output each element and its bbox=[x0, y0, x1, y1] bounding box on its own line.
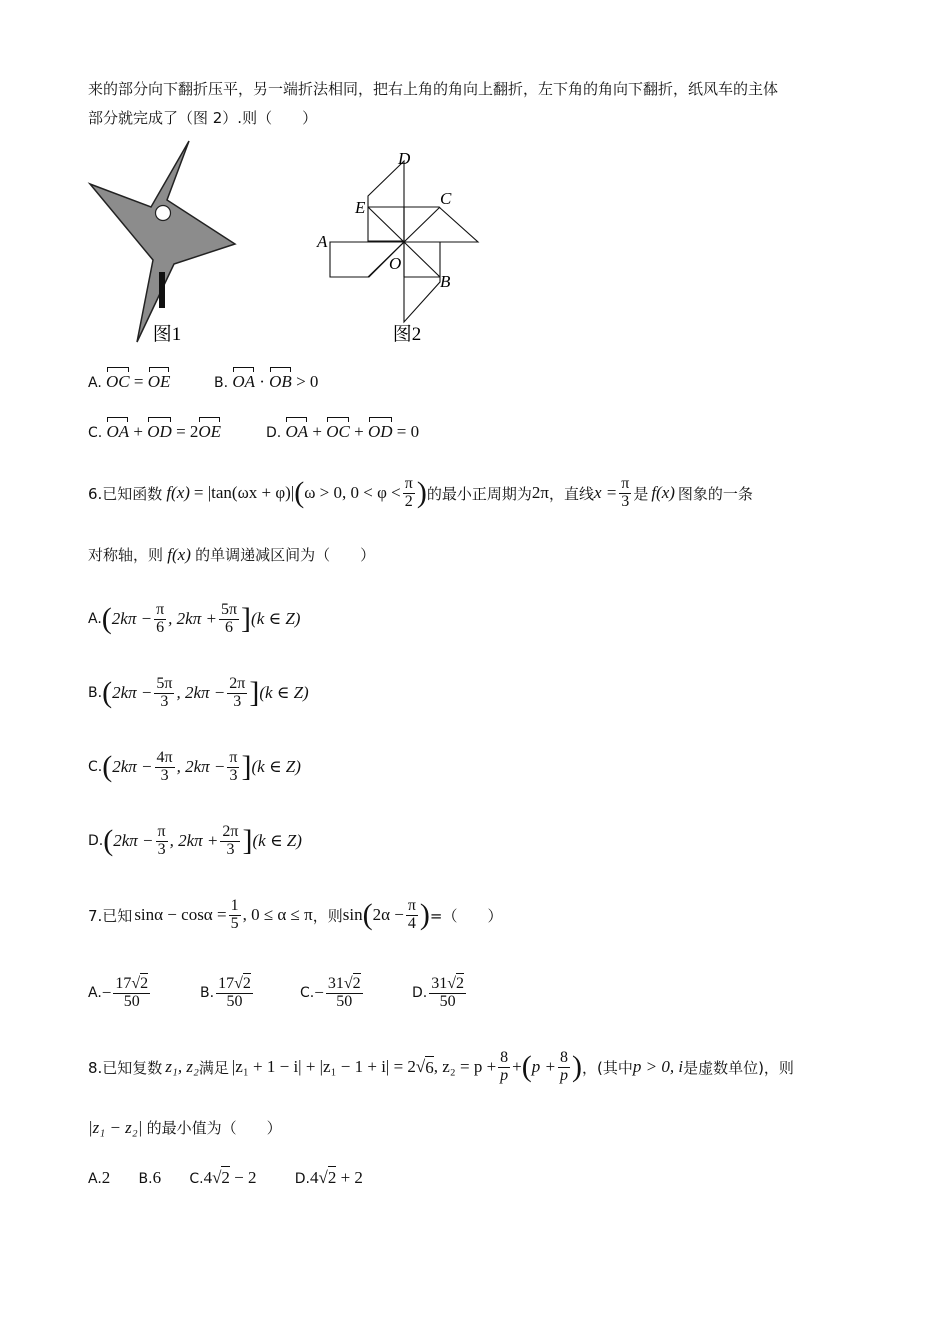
numerator bbox=[113, 976, 150, 994]
sqrt-radicand: 2 bbox=[456, 974, 465, 992]
q6-mid-text: 的最小正周期为 bbox=[426, 484, 532, 503]
denominator: 3 bbox=[160, 692, 169, 710]
coefficient: 31 bbox=[327, 974, 344, 992]
numerator: π bbox=[621, 474, 630, 492]
point-C-label: C bbox=[440, 189, 452, 208]
option-label: B. bbox=[88, 685, 103, 701]
q8-diff-abs: |z₁ − z₂| bbox=[88, 1118, 143, 1137]
option-tail: + 2 bbox=[340, 1168, 363, 1187]
q6-option-b[interactable] bbox=[88, 668, 309, 718]
option-label: D. bbox=[266, 425, 282, 441]
sqrt-radicand: 2 bbox=[352, 974, 361, 992]
fraction bbox=[326, 976, 363, 1011]
interval-mid: , 2kπ + bbox=[168, 609, 217, 628]
option-label: A. bbox=[88, 1171, 102, 1187]
q8-stem-line-2 bbox=[88, 1117, 282, 1138]
q7-then: ，则 bbox=[312, 906, 343, 925]
q6-prefix: 6.已知函数 bbox=[88, 484, 163, 503]
sqrt-radicand: 2 bbox=[221, 1168, 230, 1187]
numerator: 1 bbox=[230, 896, 239, 914]
numerator: π bbox=[156, 600, 165, 618]
point-A-label: A bbox=[317, 232, 328, 251]
paren-open: ( bbox=[102, 676, 113, 709]
option-value: 4 bbox=[310, 1168, 319, 1187]
option-label: B. bbox=[138, 1171, 153, 1187]
numerator: 2π bbox=[222, 822, 239, 840]
sqrt-sign: √ bbox=[234, 974, 243, 992]
q5-option-a[interactable] bbox=[88, 372, 170, 392]
fraction bbox=[227, 750, 239, 785]
interval-mid: , 2kπ − bbox=[176, 757, 226, 776]
operator: + bbox=[312, 422, 322, 441]
q6-x-eq: x = bbox=[593, 483, 618, 502]
q8-option-a[interactable] bbox=[88, 1168, 110, 1187]
sqrt-radicand: 6 bbox=[425, 1058, 434, 1077]
function-def: = |tan(ωx + φ)| bbox=[193, 483, 295, 502]
q8-prefix: 8.已知复数 bbox=[88, 1058, 163, 1077]
numerator bbox=[429, 976, 466, 994]
q7-inner: 2α − bbox=[372, 905, 404, 924]
frac-8-p bbox=[558, 1050, 570, 1085]
bracket-close: ] bbox=[241, 602, 252, 635]
sqrt-sign: √ bbox=[415, 1057, 426, 1076]
frac-pi-3 bbox=[619, 476, 631, 511]
pinwheel-center-hole bbox=[156, 206, 171, 221]
pinwheel-stick bbox=[159, 272, 165, 308]
q6-option-a[interactable] bbox=[88, 594, 300, 644]
q8-option-b[interactable] bbox=[139, 1168, 162, 1187]
option-label: D. bbox=[294, 1171, 310, 1187]
q8-abs-expression: |z₁ + 1 − i| + |z₁ − 1 + i| = 2 bbox=[231, 1057, 416, 1076]
interval-domain: (k ∈ Z) bbox=[251, 757, 301, 776]
denominator: 50 bbox=[439, 992, 456, 1010]
sqrt-radicand: 2 bbox=[140, 974, 149, 992]
option-sign: − bbox=[101, 983, 112, 1002]
function-f: f(x) bbox=[651, 483, 675, 502]
sqrt-radicand: 2 bbox=[327, 1168, 337, 1187]
denominator: p bbox=[500, 1066, 509, 1084]
paren-open: ( bbox=[102, 750, 113, 783]
denominator: 50 bbox=[226, 992, 243, 1010]
frac-8-p bbox=[498, 1050, 510, 1085]
option-label: D. bbox=[412, 985, 428, 1001]
point-B-label: B bbox=[440, 272, 451, 291]
option-label: C. bbox=[88, 425, 103, 441]
figure-1-caption: 图1 bbox=[152, 324, 182, 345]
q7-range: , 0 ≤ α ≤ π bbox=[242, 905, 313, 924]
interval-start: 2kπ − bbox=[112, 757, 153, 776]
vector-od: OD bbox=[147, 422, 172, 441]
option-value: 2 bbox=[101, 1168, 111, 1187]
fraction bbox=[154, 602, 166, 637]
q6-option-d[interactable] bbox=[88, 816, 302, 866]
option-value: 4 bbox=[203, 1168, 213, 1187]
point-O-label: O bbox=[389, 254, 402, 273]
interval-mid: , 2kπ + bbox=[169, 831, 219, 850]
operator: + bbox=[512, 1057, 522, 1076]
numerator: 5π bbox=[220, 600, 238, 618]
operator: > 0 bbox=[296, 372, 319, 391]
numerator: 2π bbox=[229, 674, 246, 692]
bracket-close: ] bbox=[249, 676, 260, 709]
fraction bbox=[156, 824, 168, 859]
q6-stem-line-2 bbox=[88, 544, 375, 565]
denominator: 4 bbox=[407, 914, 416, 932]
numerator: 8 bbox=[560, 1048, 568, 1066]
numerator bbox=[216, 976, 253, 994]
paren-close: ) bbox=[416, 476, 427, 509]
q8-note2: 是虚数单位)，则 bbox=[683, 1058, 794, 1077]
q7-option-a[interactable] bbox=[88, 966, 152, 1020]
operator: + bbox=[133, 422, 143, 441]
interval-domain: (k ∈ Z) bbox=[259, 683, 309, 702]
numerator: π bbox=[229, 748, 238, 766]
paren-open: ( bbox=[294, 476, 305, 509]
q8-vars: z₁, z₂ bbox=[165, 1057, 199, 1076]
q6-is: 是 bbox=[633, 484, 649, 503]
figure-2-caption: 图2 bbox=[392, 324, 422, 345]
paren-open: ( bbox=[362, 898, 373, 931]
paren-close: ) bbox=[572, 1050, 582, 1083]
fraction bbox=[429, 976, 466, 1011]
option-label: C. bbox=[189, 1171, 204, 1187]
q7-option-c[interactable] bbox=[300, 966, 365, 1020]
option-label: C. bbox=[88, 759, 103, 775]
option-label: B. bbox=[200, 985, 215, 1001]
interval-start: 2kπ − bbox=[113, 831, 154, 850]
q6-line2-a: 对称轴，则 bbox=[88, 546, 164, 564]
sqrt-sign: √ bbox=[131, 974, 141, 992]
option-label: A. bbox=[88, 611, 102, 627]
vector-ob: OB bbox=[269, 372, 292, 391]
denominator: 6 bbox=[224, 618, 233, 636]
interval-start: 2kπ − bbox=[112, 683, 153, 702]
option-label: B. bbox=[214, 375, 229, 391]
bracket-close: ] bbox=[241, 750, 252, 783]
denominator: 50 bbox=[123, 992, 140, 1010]
denominator: 3 bbox=[226, 840, 235, 858]
option-label: C. bbox=[300, 985, 315, 1001]
denominator: 3 bbox=[233, 692, 242, 710]
vector-oa: OA bbox=[285, 422, 309, 441]
vector-oc: OC bbox=[106, 372, 130, 391]
q5-option-d[interactable] bbox=[266, 422, 419, 442]
operator: = 2 bbox=[176, 422, 199, 441]
q7-prefix: 7.已知 bbox=[88, 906, 133, 925]
frac-pi-4 bbox=[406, 898, 418, 933]
coefficient: 17 bbox=[115, 974, 132, 992]
bracket-close: ] bbox=[242, 824, 253, 857]
q8-inner: p + bbox=[531, 1057, 556, 1076]
q8-option-d[interactable] bbox=[295, 1168, 363, 1187]
fraction bbox=[154, 676, 174, 711]
denominator: 3 bbox=[621, 492, 630, 510]
interval-mid: , 2kπ − bbox=[176, 683, 226, 702]
frac-pi-2 bbox=[403, 476, 415, 511]
pinwheel-body bbox=[90, 141, 235, 342]
sqrt-sign: √ bbox=[318, 1168, 328, 1187]
vector-od: OD bbox=[367, 422, 393, 441]
q6-suffix: 图象的一条 bbox=[677, 484, 753, 503]
q5-option-c[interactable] bbox=[88, 422, 221, 442]
fraction bbox=[113, 976, 150, 1011]
function-f: f(x) bbox=[166, 483, 190, 502]
option-value: 6 bbox=[152, 1168, 162, 1187]
sqrt-sign: √ bbox=[212, 1168, 222, 1187]
interval-domain: (k ∈ Z) bbox=[251, 609, 301, 628]
figure-2-lines bbox=[330, 161, 478, 322]
q7-option-d[interactable] bbox=[412, 966, 468, 1020]
fraction bbox=[155, 750, 175, 785]
q7-option-b[interactable] bbox=[200, 966, 255, 1020]
paren-open: ( bbox=[101, 602, 112, 635]
fraction bbox=[216, 976, 253, 1011]
denominator: 3 bbox=[157, 840, 166, 858]
figure-2-diagram bbox=[310, 146, 490, 346]
numerator: π bbox=[404, 474, 413, 492]
denominator: 3 bbox=[160, 766, 169, 784]
q7-stem bbox=[88, 890, 502, 940]
coefficient: 17 bbox=[218, 974, 235, 992]
fraction bbox=[219, 602, 239, 637]
operator: = 0 bbox=[396, 422, 420, 441]
intro-line-1: 来的部分向下翻折压平，另一端折法相同，把右上角的角向上翻折，左下角的角向下翻折，纸风车的主体 bbox=[88, 80, 779, 98]
paren-open: ( bbox=[103, 824, 114, 857]
denominator: 6 bbox=[156, 618, 165, 636]
q8-satisfy: 满足 bbox=[198, 1058, 229, 1077]
q8-line2-text: 的最小值为（ ） bbox=[146, 1119, 282, 1137]
numerator: 4π bbox=[156, 748, 173, 766]
q8-options bbox=[88, 1168, 363, 1188]
q8-option-c[interactable] bbox=[189, 1168, 256, 1187]
q8-cond: p > 0, i bbox=[632, 1057, 684, 1076]
operator: = bbox=[133, 372, 144, 391]
figure-1-pinwheel bbox=[85, 140, 245, 345]
option-label: A. bbox=[88, 375, 102, 391]
vector-oe: OE bbox=[198, 422, 222, 441]
point-D-label: D bbox=[398, 149, 411, 168]
interval-start: 2kπ − bbox=[111, 609, 153, 628]
q8-stem-line-1 bbox=[88, 1043, 794, 1091]
q5-option-b[interactable] bbox=[214, 372, 318, 392]
function-f: f(x) bbox=[167, 545, 191, 564]
vector-oc: OC bbox=[326, 422, 350, 441]
q6-line2-b: 的单调递减区间为（ ） bbox=[195, 546, 376, 564]
interval-domain: (k ∈ Z) bbox=[252, 831, 302, 850]
numerator: π bbox=[407, 896, 416, 914]
q6-period: 2π bbox=[531, 483, 549, 502]
option-label: D. bbox=[88, 833, 104, 849]
operator: + bbox=[354, 422, 364, 441]
numerator: π bbox=[157, 822, 166, 840]
q6-option-c[interactable] bbox=[88, 742, 301, 792]
q8-z2: , z₂ = p + bbox=[433, 1057, 497, 1076]
sqrt-sign: √ bbox=[447, 974, 457, 992]
vector-oa: OA bbox=[232, 372, 255, 391]
option-label: A. bbox=[88, 985, 102, 1001]
q7-sin: sin bbox=[342, 905, 363, 924]
paren-open: ( bbox=[521, 1050, 532, 1083]
option-tail: − 2 bbox=[234, 1168, 257, 1187]
numerator bbox=[326, 976, 363, 994]
q7-end: =（ ） bbox=[429, 906, 503, 925]
numerator: 5π bbox=[156, 674, 173, 692]
q6-line-text: ，直线 bbox=[548, 484, 594, 503]
q6-stem-line-1 bbox=[88, 470, 753, 516]
denominator: 2 bbox=[404, 492, 413, 510]
sqrt-sign: √ bbox=[343, 974, 353, 992]
denominator: 50 bbox=[336, 992, 353, 1010]
frac-1-5 bbox=[229, 898, 241, 933]
fraction bbox=[227, 676, 247, 711]
intro-line-2: 部分就完成了（图 2）.则（ ） bbox=[88, 109, 318, 127]
denominator: p bbox=[560, 1066, 568, 1084]
fraction bbox=[220, 824, 240, 859]
q8-note: ，(其中 bbox=[582, 1058, 633, 1077]
q6-condition: ω > 0, 0 < φ < bbox=[304, 483, 401, 502]
numerator: 8 bbox=[500, 1048, 509, 1066]
option-sign: − bbox=[314, 983, 324, 1002]
vector-oa: OA bbox=[106, 422, 130, 441]
coefficient: 31 bbox=[431, 974, 448, 992]
denominator: 3 bbox=[229, 766, 238, 784]
point-E-label: E bbox=[355, 198, 366, 217]
paren-close: ) bbox=[419, 898, 430, 931]
sqrt-radicand: 2 bbox=[242, 974, 251, 992]
vector-oe: OE bbox=[147, 372, 171, 391]
operator: · bbox=[259, 372, 265, 391]
q7-expression: sinα − cosα = bbox=[134, 905, 227, 924]
denominator: 5 bbox=[230, 914, 239, 932]
